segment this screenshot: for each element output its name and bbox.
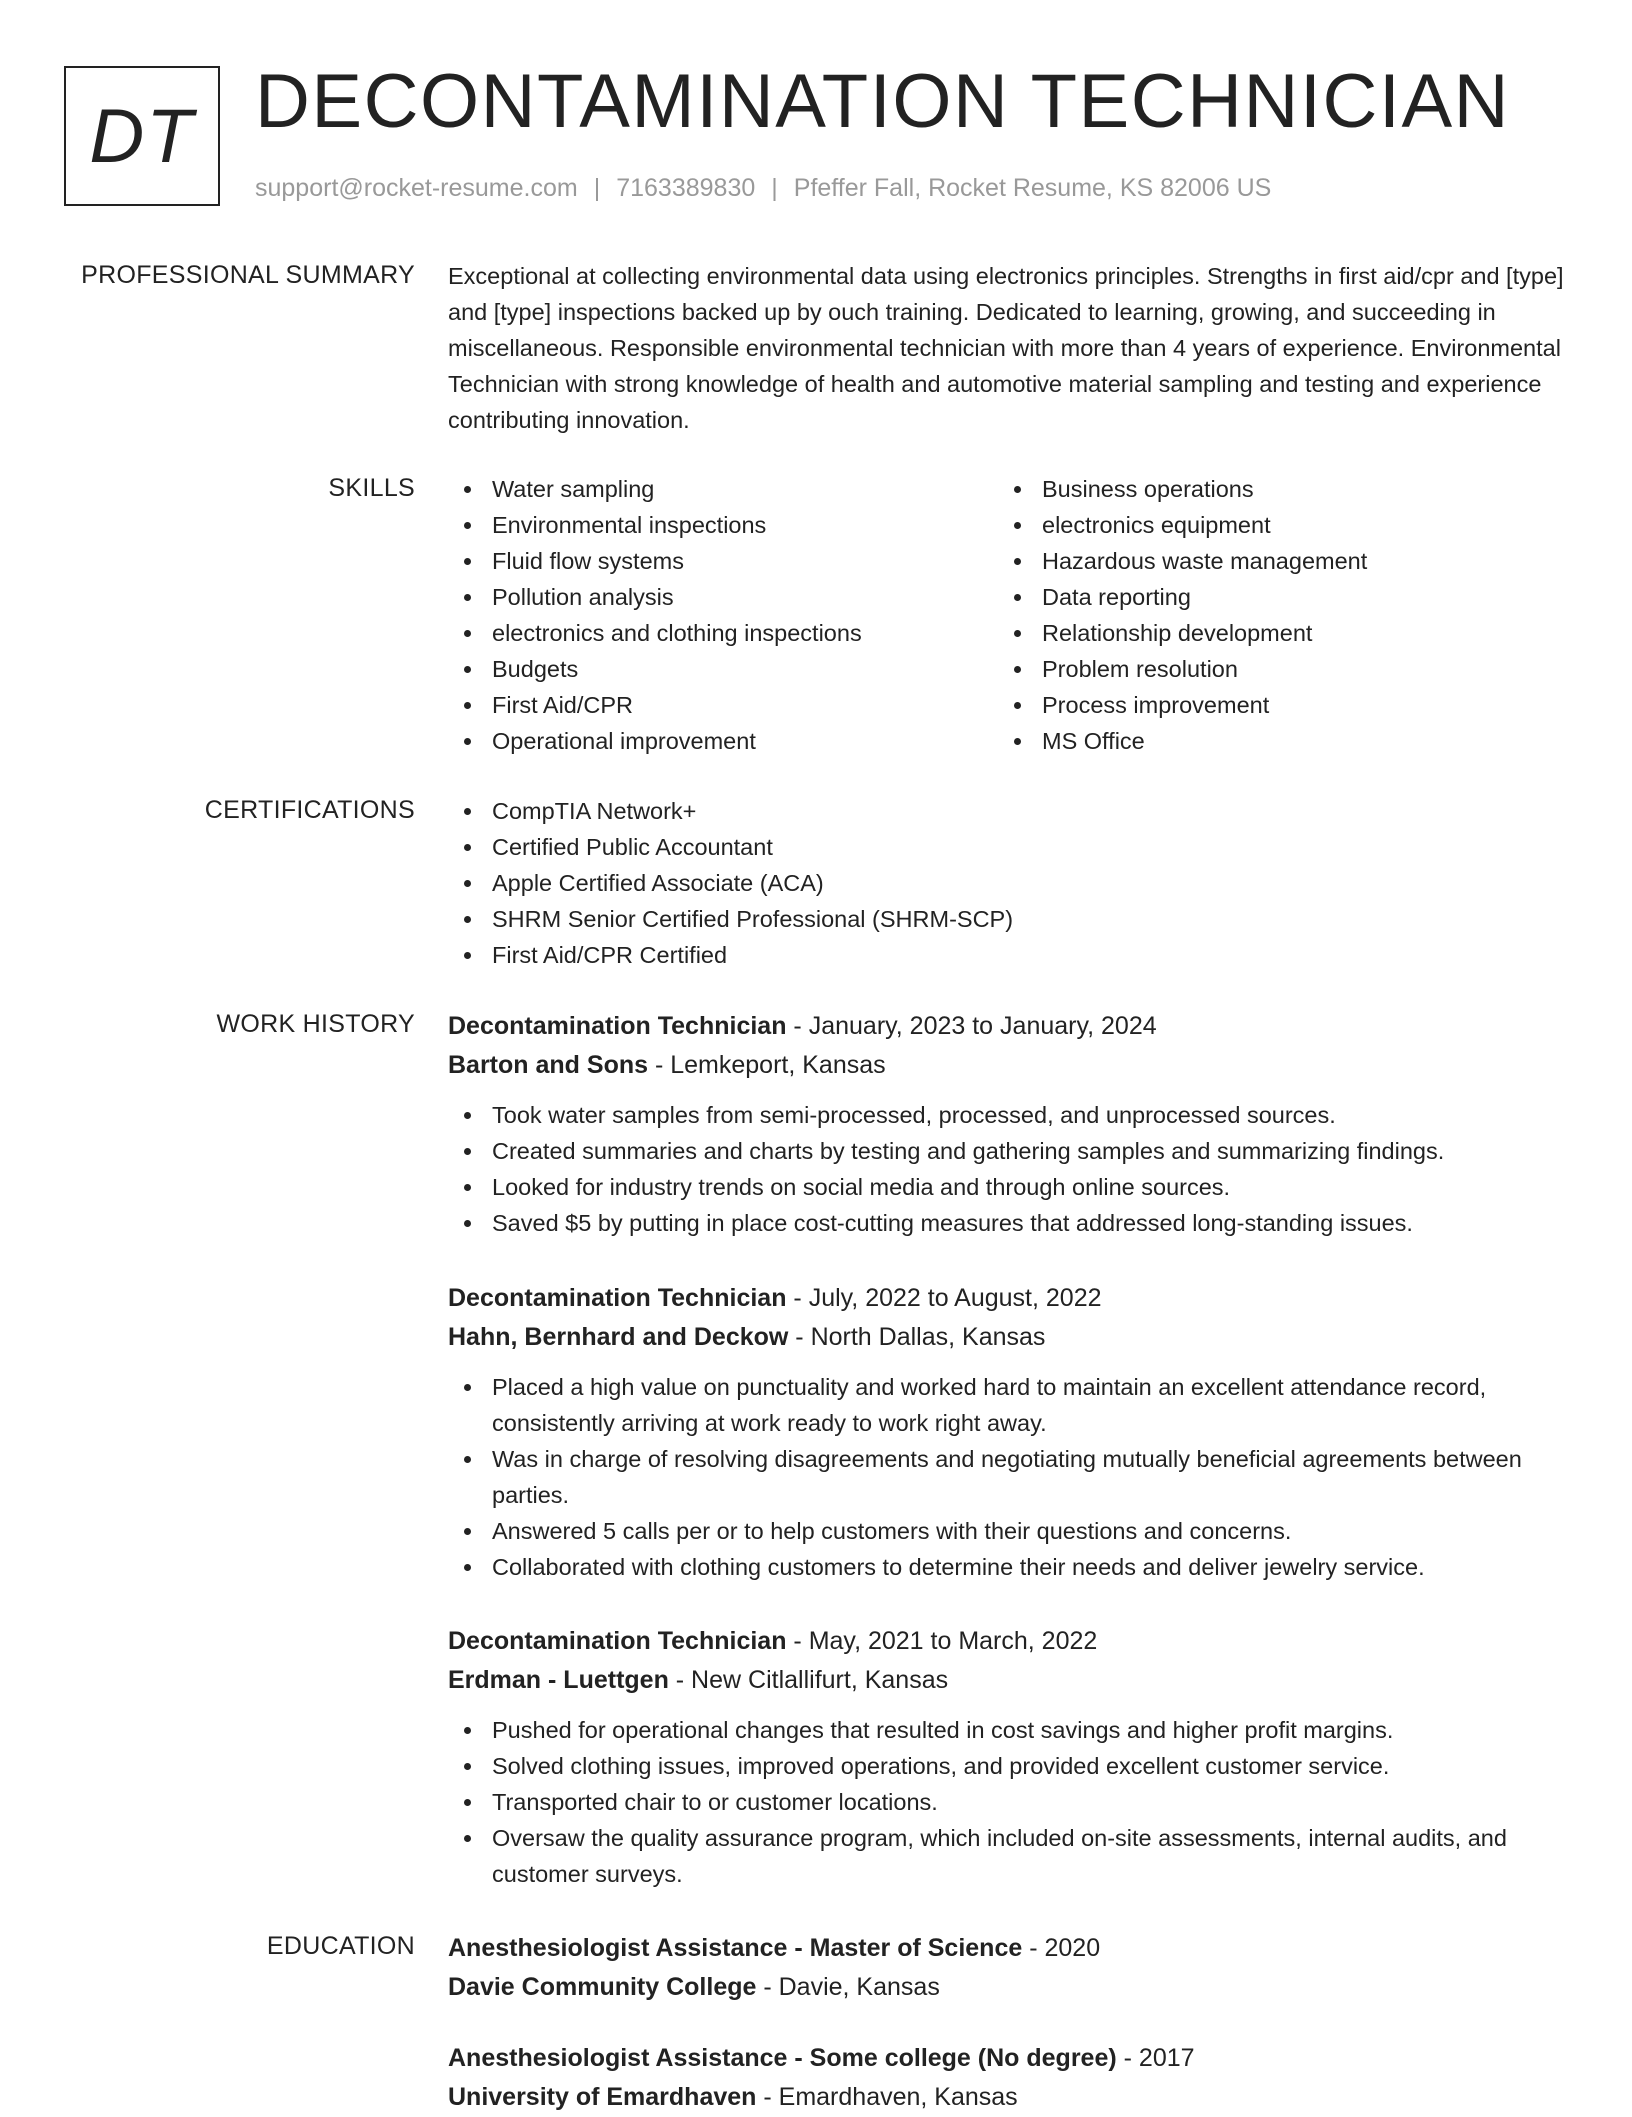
job-location: - Lemkeport, Kansas: [648, 1051, 886, 1079]
job-bullet: Collaborated with clothing customers to determine their needs and deliver jewelry service.: [448, 1549, 1568, 1585]
job-bullet: Was in charge of resolving disagreements and negotiating mutually beneficial agreements between parties.: [448, 1441, 1568, 1513]
skill-item: Environmental inspections: [448, 507, 988, 543]
job-bullet: Took water samples from semi-processed, processed, and unprocessed sources.: [448, 1097, 1568, 1133]
education-year: - 2017: [1116, 2044, 1195, 2072]
education-school: Davie Community College: [448, 1973, 757, 2001]
education-entry: [448, 2039, 1568, 2117]
contact-separator: |: [593, 174, 601, 202]
section-heading-education: EDUCATION: [266, 1932, 415, 1960]
job-company: Hahn, Bernhard and Deckow: [448, 1323, 789, 1351]
job-company: Barton and Sons: [448, 1051, 649, 1079]
education-degree: Anesthesiologist Assistance - Some college (No degree): [448, 2044, 1117, 2072]
section-heading-certifications: CERTIFICATIONS: [204, 796, 415, 824]
job-bullet: Looked for industry trends on social media and through online sources.: [448, 1169, 1568, 1205]
certification-item: Apple Certified Associate (ACA): [448, 865, 1568, 901]
skill-item: First Aid/CPR: [448, 687, 988, 723]
job-bullet: Answered 5 calls per or to help customers with their questions and concerns.: [448, 1513, 1568, 1549]
skills-column-left: [448, 471, 988, 759]
skill-item: Problem resolution: [998, 651, 1538, 687]
job-entry: [448, 1279, 1568, 1585]
education-degree: Anesthesiologist Assistance - Master of Science: [448, 1934, 1023, 1962]
contact-separator: |: [771, 174, 778, 202]
section-heading-work-history: WORK HISTORY: [216, 1010, 415, 1038]
skill-item: Fluid flow systems: [448, 543, 988, 579]
education-location: - Davie, Kansas: [756, 1973, 940, 2001]
job-bullet: Created summaries and charts by testing and gathering samples and summarizing findings.: [448, 1133, 1568, 1169]
job-title: Decontamination Technician: [448, 1012, 787, 1040]
skill-item: Data reporting: [998, 579, 1538, 615]
skills-column-right: [998, 471, 1538, 759]
job-dates: - July, 2022 to August, 2022: [786, 1284, 1102, 1312]
job-bullet: Solved clothing issues, improved operations, and provided excellent customer service.: [448, 1748, 1568, 1784]
education-location: - Emardhaven, Kansas: [756, 2083, 1018, 2111]
skill-item: Process improvement: [998, 687, 1538, 723]
certification-item: CompTIA Network+: [448, 793, 1568, 829]
contact-line: [255, 174, 1271, 203]
job-location: - North Dallas, Kansas: [788, 1323, 1046, 1351]
skill-item: Pollution analysis: [448, 579, 988, 615]
skill-item: Relationship development: [998, 615, 1538, 651]
summary-text: Exceptional at collecting environmental data using electronics principles. Strengths in first aid/cpr and [type] and [type] inspections backed up by ouch training. Dedicated to learning, growing, and succeeding in miscellaneous. Responsible environmental technician with more than 4 years of experience. Environmental Technician with strong knowledge of health and automotive material sampling and testing and experience contributing innovation.: [448, 263, 1564, 433]
education-entry: [448, 1929, 1568, 2007]
skill-item: electronics equipment: [998, 507, 1538, 543]
job-title: Decontamination Technician: [448, 1284, 787, 1312]
candidate-title: DECONTAMINATION TECHNICIAN: [255, 59, 1511, 144]
job-bullet: Placed a high value on punctuality and worked hard to maintain an excellent attendance record, consistently arriving at work ready to work right away.: [448, 1369, 1568, 1441]
job-company: Erdman - Luettgen: [448, 1666, 669, 1694]
certification-item: First Aid/CPR Certified: [448, 937, 1568, 973]
section-heading-summary: PROFESSIONAL SUMMARY: [81, 261, 415, 289]
skill-item: Business operations: [998, 471, 1538, 507]
job-location: - New Citlallifurt, Kansas: [668, 1666, 949, 1694]
section-heading-skills: SKILLS: [328, 474, 415, 502]
job-bullet: Transported chair to or customer locations.: [448, 1784, 1568, 1820]
contact-phone: 7163389830: [616, 174, 756, 202]
job-bullet: Saved $5 by putting in place cost-cutting measures that addressed long-standing issues.: [448, 1205, 1568, 1241]
monogram-logo: DT: [64, 66, 220, 206]
skill-item: Water sampling: [448, 471, 988, 507]
education-year: - 2020: [1022, 1934, 1101, 1962]
contact-email: support@rocket-resume.com: [255, 174, 578, 202]
skill-item: electronics and clothing inspections: [448, 615, 988, 651]
certification-item: Certified Public Accountant: [448, 829, 1568, 865]
skill-item: MS Office: [998, 723, 1538, 759]
job-bullet: Pushed for operational changes that resulted in cost savings and higher profit margins.: [448, 1712, 1568, 1748]
skill-item: Operational improvement: [448, 723, 988, 759]
job-dates: - January, 2023 to January, 2024: [786, 1012, 1157, 1040]
job-entry: [448, 1007, 1568, 1241]
certification-item: SHRM Senior Certified Professional (SHRM-SCP): [448, 901, 1568, 937]
education-school: University of Emardhaven: [448, 2083, 757, 2111]
contact-address: Pfeffer Fall, Rocket Resume, KS 82006 US: [793, 174, 1272, 202]
job-dates: - May, 2021 to March, 2022: [786, 1627, 1098, 1655]
job-bullet: Oversaw the quality assurance program, which included on-site assessments, internal audits, and customer surveys.: [448, 1820, 1568, 1892]
job-title: Decontamination Technician: [448, 1627, 787, 1655]
job-entry: [448, 1622, 1568, 1892]
skill-item: Hazardous waste management: [998, 543, 1538, 579]
skill-item: Budgets: [448, 651, 988, 687]
